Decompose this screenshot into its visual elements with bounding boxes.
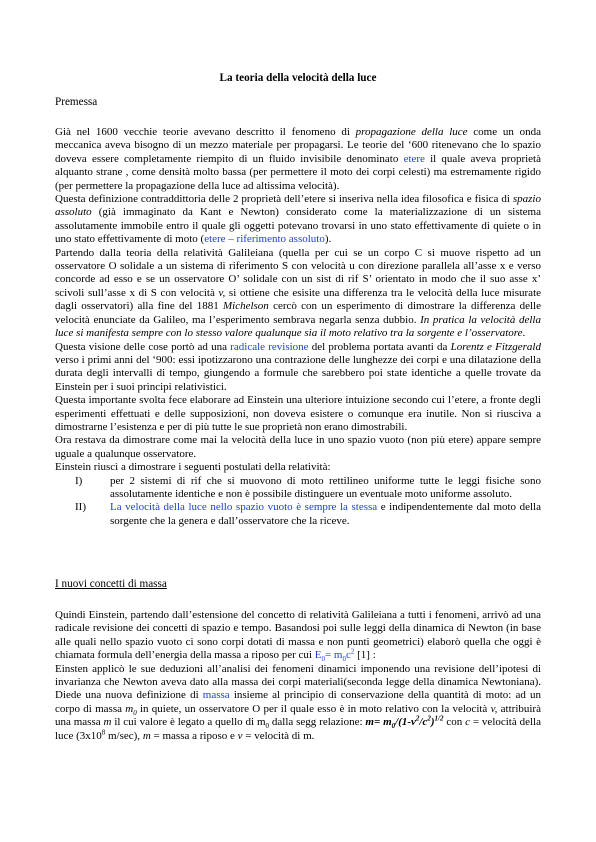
text-run: con — [443, 716, 466, 729]
text-run: Einsten applicò le sue deduzioni all’analisi dei fenomeni dinamici imponendo una revisione dell’ipotesi di invarianza che Newton aveva dato alla massa dei corpi materiali(seconda legge della dinamica Newtoniana). Diede una nuova definizione di — [55, 662, 541, 702]
text-run: = velocità della luce (3x10 — [55, 716, 541, 742]
list-item — [55, 501, 541, 528]
list-item — [55, 475, 541, 502]
text-run: m/sec), — [105, 729, 143, 742]
subscript: 0 — [133, 709, 137, 718]
superscript: 8 — [101, 728, 106, 736]
text-run: attribuirà una massa — [55, 702, 541, 729]
highlighted-term: etere – riferimento assoluto — [204, 233, 325, 246]
italic-term: v, — [218, 286, 226, 299]
text-run: Questa definizione contraddittoria delle 2 proprietà dell’etere si inseriva nella idea filosofica e fisica di — [55, 193, 513, 206]
text-run: Einstein riuscì a dimostrare i seguenti postulati della relatività: — [55, 461, 331, 474]
text-run: (già immaginato da Kant e Newton) considerato come la materializzazione di un sistema assolutamente immobile entro il quale gli oggetti potevano trovarsi in uno stato effettivamente di quiete o in uno stato effettivamente di moto ( — [55, 206, 541, 246]
postulates-list — [55, 475, 541, 529]
text-run: Quindi Einstein, partendo dall’estensione del concetto di relatività Galileiana a tutti i fenomeni, arrivò ad una radicale revisione dei concetti di spazio e tempo. Basandosi poi sulle leggi della dinamica di Newton (in base alle quali nello spazio vuoto ci sono corpi dotati di massa e non punti geometrici) elaborò quella che oggi è chiamata formula dell’energia della massa a riposo per cui — [55, 609, 541, 662]
italic-term: Michelson — [222, 300, 269, 313]
paragraph-massa — [55, 609, 541, 743]
text-run: Questa importante svolta fece elaborare ad Einstein una ulteriore intuizione secondo cui l’etere, a fronte degli esperimenti effettuati e delle supposizioni, non doveva esistere o comunque era inutile. Non si riusciva a dimostrarne l’esistenza e per di più tutte le sue proprietà non erano dimostrabili. — [55, 394, 541, 433]
text-run: ). — [324, 233, 332, 246]
paragraph-etere — [55, 126, 541, 528]
italic-term: m — [103, 716, 112, 729]
subscript: 0 — [321, 655, 325, 664]
superscript: 2 — [427, 714, 431, 723]
text-run: il cui valore è legato a quello di m — [111, 716, 266, 729]
italic-term: In pratica la velocità della luce si manifesta sempre con lo stesso valore qualunque sia il moto relativo tra la sorgente e l’osservatore — [55, 313, 541, 340]
list-number: I) — [75, 474, 83, 487]
text-run: . — [522, 327, 526, 340]
section-heading-massa: I nuovi concetti di massa — [55, 578, 167, 590]
text-run: e indipendentemente dal moto della sorgente che la genera e dall’osservatore che la riceve. — [110, 501, 541, 527]
text-run: = velocità di m. — [242, 729, 315, 742]
formula-part: = m — [324, 649, 343, 662]
subscript: 0 — [391, 722, 396, 731]
superscript: 2 — [350, 647, 355, 656]
italic-term: v — [237, 729, 243, 742]
formula-part: m= m — [365, 716, 392, 729]
formula-mass — [365, 714, 444, 731]
text-run: verso i primi anni del ‘900: essi ipotizzarono una contrazione delle lunghezze dei corpi e una dilatazione della durata degli intervalli di tempo, giungendo a formule che sarebbero poi state identiche a quelle trovate da Einstein per i suoi principi relativistici. — [55, 353, 541, 393]
text-run: cercò con un esperimento di dimostrare la differenza delle velocità enunciate da Galileo, ma l’esperimento sembrava negarla senza dubbio. — [55, 300, 541, 326]
italic-term: propagazione della luce — [355, 126, 468, 138]
highlighted-term: etere — [403, 152, 425, 165]
formula-part: ) — [430, 716, 435, 729]
italic-term: m — [142, 729, 151, 742]
highlighted-term: radicale revisione — [230, 340, 309, 353]
text-run: Questa visione delle cose portò ad una — [55, 340, 231, 353]
reference: [1] : — [354, 649, 376, 662]
italic-term: m — [125, 702, 134, 715]
text-run: in quiete, un osservatore O per il quale esso è in moto relativo con la velocità — [136, 702, 491, 715]
text-run: si ottiene che esisite una differenza tra le velocità della luce misurate dagli osservatori) alla fine del 1881 — [55, 286, 542, 313]
text-run: Già nel 1600 vecchie teorie avevano descritto il fenomeno di — [55, 126, 356, 138]
highlighted-term: massa — [202, 689, 230, 702]
formula-energy — [314, 647, 355, 664]
text-run: Ora restava da dimostrare come mai la velocità della luce in uno spazio vuoto (non più etere) appare sempre uguale a qualunque osservatore. — [55, 434, 541, 460]
formula-part: E — [314, 649, 322, 662]
subscript: 0 — [342, 655, 346, 664]
superscript: 2 — [415, 714, 420, 723]
italic-term: spazio assoluto — [55, 193, 541, 219]
italic-term: Lorentz e Fitzgerald — [450, 340, 541, 353]
italic-term: c — [465, 716, 470, 729]
premessa-heading: Premessa — [55, 96, 98, 108]
italic-term: v, — [490, 702, 498, 715]
text-run: per 2 sistemi di rif che si muovono di moto rettilineo uniforme tutte le leggi fisiche sono assolutamente identiche e non è possibile distinguere un eventuale moto uniforme assoluto. — [110, 474, 541, 500]
formula-part: /c — [419, 716, 428, 729]
text-run: Partendo dalla teoria della relatività Galileiana (quella per cui se un corpo C si muove rispetto ad un osservatore O solidale a un sistema di riferimento S con velocità u con direzione parallela all’asse x e verso concorde ad esso e se un osservatore O’ solidale con un sist di rif S’ orientato in modo che il suo asse x’ scivoli sull’asse x di S con velocità — [55, 246, 541, 299]
text-run: = massa a riposo e — [150, 729, 238, 742]
formula-part: /(1-v — [395, 716, 416, 729]
text-run: il quale aveva proprietà alquanto strane , come densità molto bassa (per permettere il moto dei corpi celesti) ma estremamente rigido (per permettere la propagazione della luce ad altissima velocità). — [55, 152, 541, 192]
text-run: come un onda meccanica aveva bisogno di un mezzo materiale per propagarsi. Le teorie del ‘600 ritenevano che lo spazio doveva essere completamente riempito di un fluido invisibile denominato — [55, 126, 541, 165]
text-run: dalla segg relazione: — [269, 716, 366, 729]
formula-part: c — [345, 649, 351, 662]
subscript: 0 — [265, 722, 270, 731]
document-title: La teoria della velocità della luce — [219, 72, 377, 84]
highlighted-term: La velocità della luce nello spazio vuoto è sempre la stessa — [110, 501, 378, 514]
superscript: 1/2 — [434, 714, 444, 723]
text-run: insieme al principio di conservazione della quantità di moto: ad un corpo di massa — [55, 689, 541, 715]
text-run: del problema portata avanti da — [308, 340, 451, 353]
list-number: II) — [75, 501, 86, 514]
